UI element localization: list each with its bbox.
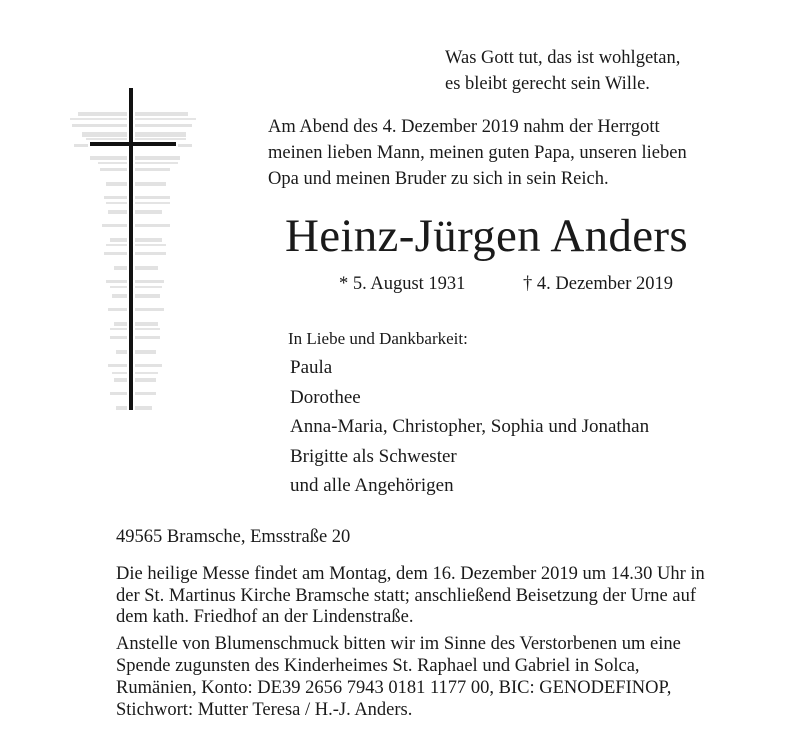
donation-line: Rumänien, Konto: DE39 2656 7943 0181 1177 00, BIC: GENODEFINOP, [116, 678, 672, 698]
donation-line: Anstelle von Blumenschmuck bitten wir im Sinne des Verstorbenen um eine [116, 634, 681, 654]
bible-verse [445, 45, 680, 97]
death-date: † 4. Dezember 2019 [523, 274, 674, 294]
mourner-name: Brigitte als Schwester [290, 445, 457, 467]
mourners-label: In Liebe und Dankbarkeit: [288, 329, 468, 348]
verse-line: Was Gott tut, das ist wohlgetan, [445, 48, 681, 68]
announcement-line: Am Abend des 4. Dezember 2019 nahm der Herrgott [268, 117, 660, 137]
funeral-mass-info [116, 564, 705, 629]
donation-line: Stichwort: Mutter Teresa / H.-J. Anders. [116, 700, 413, 720]
announcement-text [268, 114, 687, 192]
announcement-line: meinen lieben Mann, meinen guten Papa, unseren lieben [268, 143, 687, 163]
announcement-line: Opa und meinen Bruder zu sich in sein Reich. [268, 169, 609, 189]
birth-date: * 5. August 1931 [339, 274, 466, 294]
mourner-name: und alle Angehörigen [290, 475, 454, 496]
mass-line: der St. Martinus Kirche Bramsche statt; anschließend Beisetzung der Urne auf [116, 585, 697, 606]
mourner-name: Paula [290, 357, 333, 378]
mourner-name: Anna-Maria, Christopher, Sophia und Jonathan [290, 416, 650, 437]
mourners-list [290, 353, 649, 501]
donation-request [116, 633, 681, 721]
mourner-name: Dorothee [290, 386, 361, 408]
donation-line: Spende zugunsten des Kinderheimes St. Raphael und Gabriel in Solca, [116, 656, 640, 676]
verse-line: es bleibt gerecht sein Wille. [445, 74, 650, 94]
deceased-name: Heinz-Jürgen Anders [285, 210, 688, 262]
mass-line: dem kath. Friedhof an der Lindenstraße. [116, 607, 414, 627]
cross-icon [70, 72, 220, 442]
mass-line: Die heilige Messe findet am Montag, dem 16. Dezember 2019 um 14.30 Uhr in [116, 564, 705, 584]
family-address: 49565 Bramsche, Emsstraße 20 [116, 527, 351, 547]
